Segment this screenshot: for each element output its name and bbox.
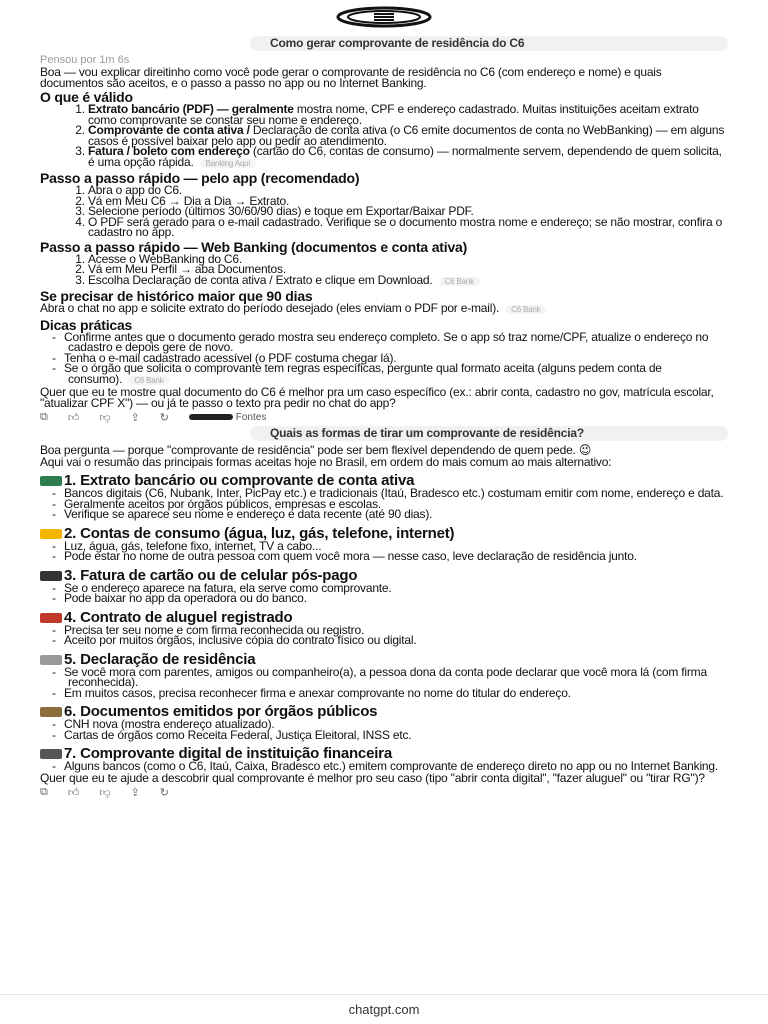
share-icon[interactable]: ⇪ — [130, 786, 140, 799]
item-heading: 6. Documentos emitidos por órgãos públicos — [40, 706, 728, 718]
list-item: 2. Vá em Meu C6 → Dia a Dia → Extrato. — [88, 196, 728, 207]
list-item: - Confirme antes que o documento gerado mostra seu endereço completo. Se o app só traz nome/CPF, atualize o endereço no cadastro e depois gere de novo. — [68, 332, 728, 353]
heading-tips: Dicas práticas — [40, 316, 133, 333]
list-item: - Em muitos casos, precisa reconhecer firma e anexar comprovante no nome do titular do endereço. — [68, 688, 728, 699]
message-actions — [40, 410, 728, 424]
heading-app: Passo a passo rápido — pelo app (recomendado) — [40, 170, 360, 186]
assistant-intro: Boa — vou explicar direitinho como você pode gerar o comprovante de residência no C6 (com endereço e nome) e quais documentos são aceitos, e o passo a passo no app ou no Internet Banking. — [40, 65, 662, 90]
list-item: - Geralmente aceitos por órgãos públicos, empresas e escolas. — [68, 499, 728, 510]
sources-button[interactable] — [189, 412, 266, 423]
document-emoji-icon — [40, 655, 62, 665]
web-steps-list — [40, 251, 728, 288]
assistant-closing: Quer que eu te mostre qual documento do C6 é melhor pra um caso específico (ex.: abrir conta, cadastro no gov, matrícula escolar, "atualizar CPF X") — ou já te passo o texto pra pedir no chat do app? — [40, 385, 714, 410]
logo-bar — [0, 0, 768, 34]
list-item: - Tenha o e-mail cadastrado acessível (o PDF costuma chegar lá). — [68, 353, 728, 364]
list-item: 1. Extrato bancário (PDF) — geralmente mostra nome, CPF e endereço cadastrado. Muitas instituições aceitam extrato como comprovante se constar seu nome e endereço. — [88, 104, 728, 125]
list-item: - Precisa ter seu nome e com firma reconhecida ou registro. — [68, 625, 728, 636]
item-heading: 7. Comprovante digital de instituição financeira — [40, 748, 728, 760]
assistant-closing-2: Quer que eu te ajude a descobrir qual comprovante é melhor pro seu caso (tipo "abrir conta digital", "fazer aluguel" ou "tirar RG")? — [40, 770, 705, 785]
list-item: 3. Escolha Declaração de conta ativa / Extrato e clique em Download. C6 Bank — [88, 275, 728, 288]
list-item: - Bancos digitais (C6, Nubank, Inter, PicPay etc.) e tradicionais (Itaú, Bradesco etc.) costumam emitir com nome, endereço e data. — [68, 488, 728, 499]
list-item: 1. Acesse o WebBanking do C6. — [88, 254, 728, 265]
url-bar[interactable]: chatgpt.com — [0, 994, 768, 1024]
thumbs-up-icon[interactable]: 👍︎ — [67, 786, 80, 799]
list-item: 3. Selecione período (últimos 30/60/90 dias) e toque em Exportar/Baixar PDF. — [88, 206, 728, 217]
list-item: - Se o endereço aparece na fatura, ela serve como comprovante. — [68, 583, 728, 594]
thumbs-up-icon[interactable]: 👍︎ — [67, 411, 80, 424]
item-bullets — [40, 580, 728, 605]
message-actions — [40, 785, 728, 799]
thumbs-down-icon[interactable]: 👎︎ — [99, 411, 111, 424]
chat-content — [0, 34, 768, 994]
source-chip[interactable]: C6 Bank — [128, 376, 169, 385]
list-item: - Luz, água, gás, telefone fixo, internet, TV a cabo... — [68, 541, 728, 552]
thought-duration[interactable]: Pensou por 1m 6s — [40, 54, 130, 66]
house-emoji-icon — [40, 613, 62, 623]
copy-icon[interactable]: ⧉ — [40, 785, 48, 798]
copy-icon[interactable]: ⧉ — [40, 410, 48, 423]
list-item: - CNH nova (mostra endereço atualizado). — [68, 719, 728, 730]
item-heading: 5. Declaração de residência — [40, 654, 728, 666]
heading-valid: O que é válido — [40, 89, 133, 105]
chatgpt-logo-icon — [334, 6, 434, 28]
item-heading: 4. Contrato de aluguel registrado — [40, 612, 728, 624]
share-icon[interactable]: ⇪ — [130, 411, 140, 424]
lightbulb-emoji-icon — [40, 529, 62, 539]
list-item: - Aceito por muitos órgãos, inclusive cópia do contrato físico ou digital. — [68, 635, 728, 646]
item-bullets — [40, 488, 728, 520]
list-item: - Se você mora com parentes, amigos ou companheiro(a), a pessoa dona da conta pode declarar que você mora lá (com firma reconhecida). — [68, 667, 728, 688]
valid-list — [40, 104, 728, 169]
user-message-bubble: Quais as formas de tirar um comprovante de residência? — [250, 426, 728, 441]
source-chip[interactable]: C6 Bank — [505, 305, 546, 314]
list-item: - Alguns bancos (como o C6, Itaú, Caixa, Bradesco etc.) emitem comprovante de endereço direto no app ou no Internet Banking. — [68, 761, 728, 772]
heading-history: Se precisar de histórico maior que 90 dias — [40, 288, 313, 304]
regenerate-icon[interactable]: ↻ — [159, 411, 169, 424]
phone-emoji-icon — [40, 749, 62, 759]
tips-list — [40, 329, 728, 387]
item-bullets — [40, 719, 728, 740]
list-item: 1. Abra o app do C6. — [88, 185, 728, 196]
bank-emoji-icon — [40, 476, 62, 486]
assistant-intro-2b: Aqui vai o resumão das principais formas aceitas hoje no Brasil, em ordem do mais comum ao mais alternativo: — [40, 454, 612, 469]
government-emoji-icon — [40, 707, 62, 717]
user-message-bubble: Como gerar comprovante de residência do C6 — [250, 36, 728, 51]
regenerate-icon[interactable]: ↻ — [159, 786, 169, 799]
list-item: - Verifique se aparece seu nome e endereço e data recente (até 90 dias). — [68, 509, 728, 520]
history-text: Abra o chat no app e solicite extrato do período desejado (eles enviam o PDF por e-mail). C6 Bank — [40, 303, 728, 316]
list-item: 2. Vá em Meu Perfil → aba Documentos. — [88, 264, 728, 275]
item-bullets — [40, 664, 728, 700]
card-emoji-icon — [40, 571, 62, 581]
source-chip[interactable]: C6 Bank — [439, 277, 480, 286]
assistant-intro-2: Boa pergunta — porque "comprovante de residência" pode ser bem flexível dependendo de quem pede. 😉 — [40, 443, 592, 457]
list-item: 2. Comprovante de conta ativa / Declaração de conta ativa (o C6 emite documentos de conta no WebBanking) — em alguns casos é possível baixar pelo app ou pedir ao atendimento. — [88, 125, 728, 146]
list-item: - Se o órgão que solicita o comprovante tem regras específicas, pergunte qual formato aceita (alguns pedem conta de consumo). C6 Bank — [68, 363, 728, 386]
item-heading: 2. Contas de consumo (água, luz, gás, telefone, internet) — [40, 528, 728, 540]
thumbs-down-icon[interactable]: 👎︎ — [99, 786, 111, 799]
item-bullets — [40, 538, 728, 563]
item-bullets — [40, 622, 728, 647]
source-favicons-icon — [189, 414, 233, 420]
list-item: - Pode estar no nome de outra pessoa com quem você mora — nesse caso, leve declaração de residência junto. — [68, 551, 728, 562]
item-heading: 1. Extrato bancário ou comprovante de conta ativa — [40, 475, 728, 487]
source-chip[interactable]: Banking Aqui — [200, 159, 256, 168]
list-item: - Pode baixar no app da operadora ou do banco. — [68, 593, 728, 604]
list-item: - Cartas de órgãos como Receita Federal, Justiça Eleitoral, INSS etc. — [68, 730, 728, 741]
app-steps-list — [40, 185, 728, 238]
sources-label: Fontes — [235, 411, 267, 423]
item-bullets — [40, 761, 728, 772]
heading-web: Passo a passo rápido — Web Banking (documentos e conta ativa) — [40, 238, 468, 255]
list-item: 4. O PDF será gerado para o e-mail cadastrado. Verifique se o documento mostra nome e endereço; se não mostrar, confira o cadastro no app. — [88, 217, 728, 238]
item-heading: 3. Fatura de cartão ou de celular pós-pago — [40, 570, 728, 582]
list-item: 3. Fatura / boleto com endereço (cartão do C6, contas de consumo) — normalmente servem, dependendo de quem solicita, é uma opção rápida. Banking Aqui — [88, 146, 728, 169]
